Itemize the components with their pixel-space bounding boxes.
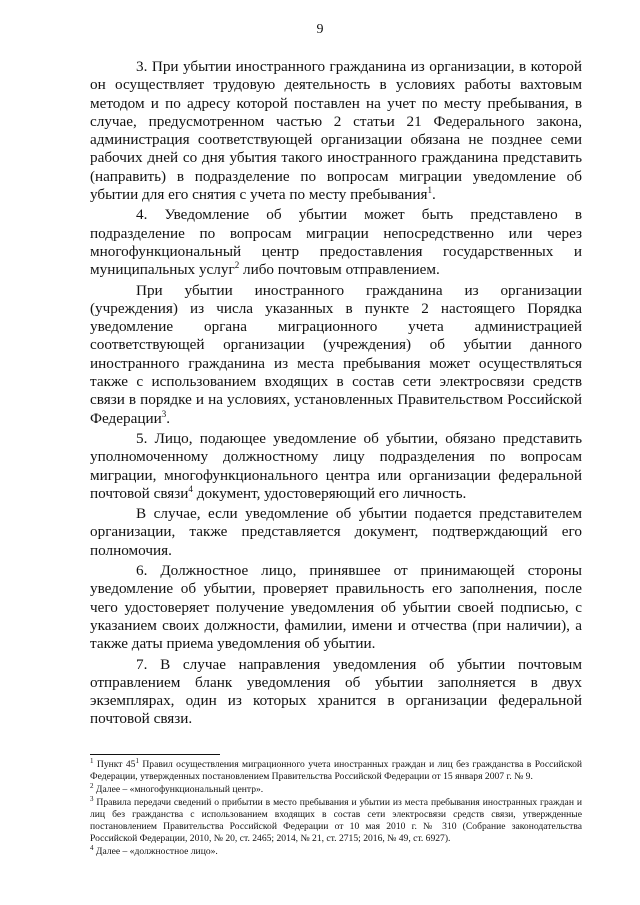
footnote-text: Далее – «многофункциональный центр». bbox=[93, 783, 264, 795]
footnote-text: Правила передачи сведений о прибытии в место пребывания и убытии из места пребывания иностранных граждан и лиц без гражданства с использованием входящих в состав сети электросвязи средств связи, утвержденные постановлением Правительства Российской Федерации от 10 мая 2010 г. № 310 (Собрание законодательства Российской Федерации, 2010, № 20, ст. 2465; 2014, № 21, ст. 2715; 2016, № 49, ст. 6927). bbox=[90, 796, 582, 845]
footnote-ref: 2 bbox=[234, 260, 240, 271]
footnote-sup: 1 bbox=[135, 756, 139, 765]
footnote-mark: 3 bbox=[90, 794, 94, 803]
footnote-3 bbox=[90, 794, 582, 845]
paragraph-text: 4. Уведомление об убытии может быть представлено в подразделение по вопросам миграции непосредственно или через многофункциональный центр предоставления государственных и муниципальных услуг bbox=[90, 206, 582, 279]
paragraph-7: 7. В случае направления уведомления об убытии почтовым отправлением бланк уведомления об убытии заполняется в двух экземплярах, один из которых хранится в организации федеральной почтовой связи. bbox=[90, 655, 582, 728]
page-number: 9 bbox=[316, 22, 324, 37]
footnote-ref: 3 bbox=[161, 408, 167, 419]
footnote-text: Пункт 45 bbox=[93, 758, 136, 770]
paragraph-5-second: В случае, если уведомление об убытии подается представителем организации, также представляется документ, подтверждающий его полномочия. bbox=[90, 505, 582, 559]
paragraph-text: документ, удостоверяющий его личность. bbox=[192, 484, 467, 502]
footnote-1 bbox=[90, 756, 583, 783]
footnote-mark: 2 bbox=[90, 781, 94, 790]
paragraph-text: При убытии иностранного гражданина из организации (учреждения) из числа указанных в пункте 2 настоящего Порядка уведомление органа миграционного учета администрацией соответствующей организации (учреждения) об убытии данного иностранного гражданина из места пребывания может осуществляться также с использованием входящих в состав сети электросвязи средств связи в порядке и на условиях, установленных Правительством Российской Федерации bbox=[90, 281, 582, 427]
footnote-ref: 1 bbox=[427, 185, 433, 196]
footnote-2 bbox=[90, 781, 582, 796]
paragraph-text: 5. Лицо, подающее уведомление об убытии, обязано представить уполномоченному должностному лицу подразделения по вопросам миграции, многофункционального центра или организации федеральной почтовой связи bbox=[90, 429, 582, 502]
paragraph-4-second bbox=[90, 282, 582, 428]
paragraph-4 bbox=[90, 206, 582, 279]
footnote-text: Правил осуществления миграционного учета иностранных граждан и лиц без гражданства в Российской Федерации, утвержденных постановлением Правительства Российской Федерации от 15 января 2007 г. № 9. bbox=[90, 758, 583, 782]
footnote-divider bbox=[90, 754, 220, 755]
footnote-mark: 1 bbox=[90, 756, 94, 765]
paragraph-6: 6. Должностное лицо, принявшее от принимающей стороны уведомление об убытии, проверяет правильность его заполнения, после чего удостоверяет получение уведомления об убытии своей подписью, с указанием своих должности, фамилии, имени и отчества (при наличии), а также даты приема уведомления об убытии. bbox=[90, 562, 582, 653]
paragraph-5 bbox=[90, 430, 582, 503]
footnotes bbox=[90, 754, 582, 859]
paragraph-end: . bbox=[166, 409, 171, 427]
paragraph-text: 3. При убытии иностранного гражданина из организации, в которой он осуществляет трудовую деятельность в условиях работы вахтовым методом и по адресу которой поставлен на учет по месту пребывания, в случае, предусмотренном частью 2 статьи 21 Федерального закона, администрация соответствующей организации обязана не позднее семи рабочих дней со дня убытия такого иностранного гражданина представить (направить) в подразделение по вопросам миграции уведомление об убытии для его снятия с учета по месту пребывания bbox=[90, 58, 582, 204]
footnote-text: Далее – «должностное лицо». bbox=[93, 846, 218, 858]
footnote-ref: 4 bbox=[188, 483, 193, 494]
paragraph-text: либо почтовым отправлением. bbox=[239, 261, 440, 279]
paragraph-end: . bbox=[432, 186, 436, 204]
paragraph-3 bbox=[90, 58, 582, 204]
footnote-4 bbox=[90, 846, 582, 858]
footnote-mark: 4 bbox=[90, 844, 94, 853]
